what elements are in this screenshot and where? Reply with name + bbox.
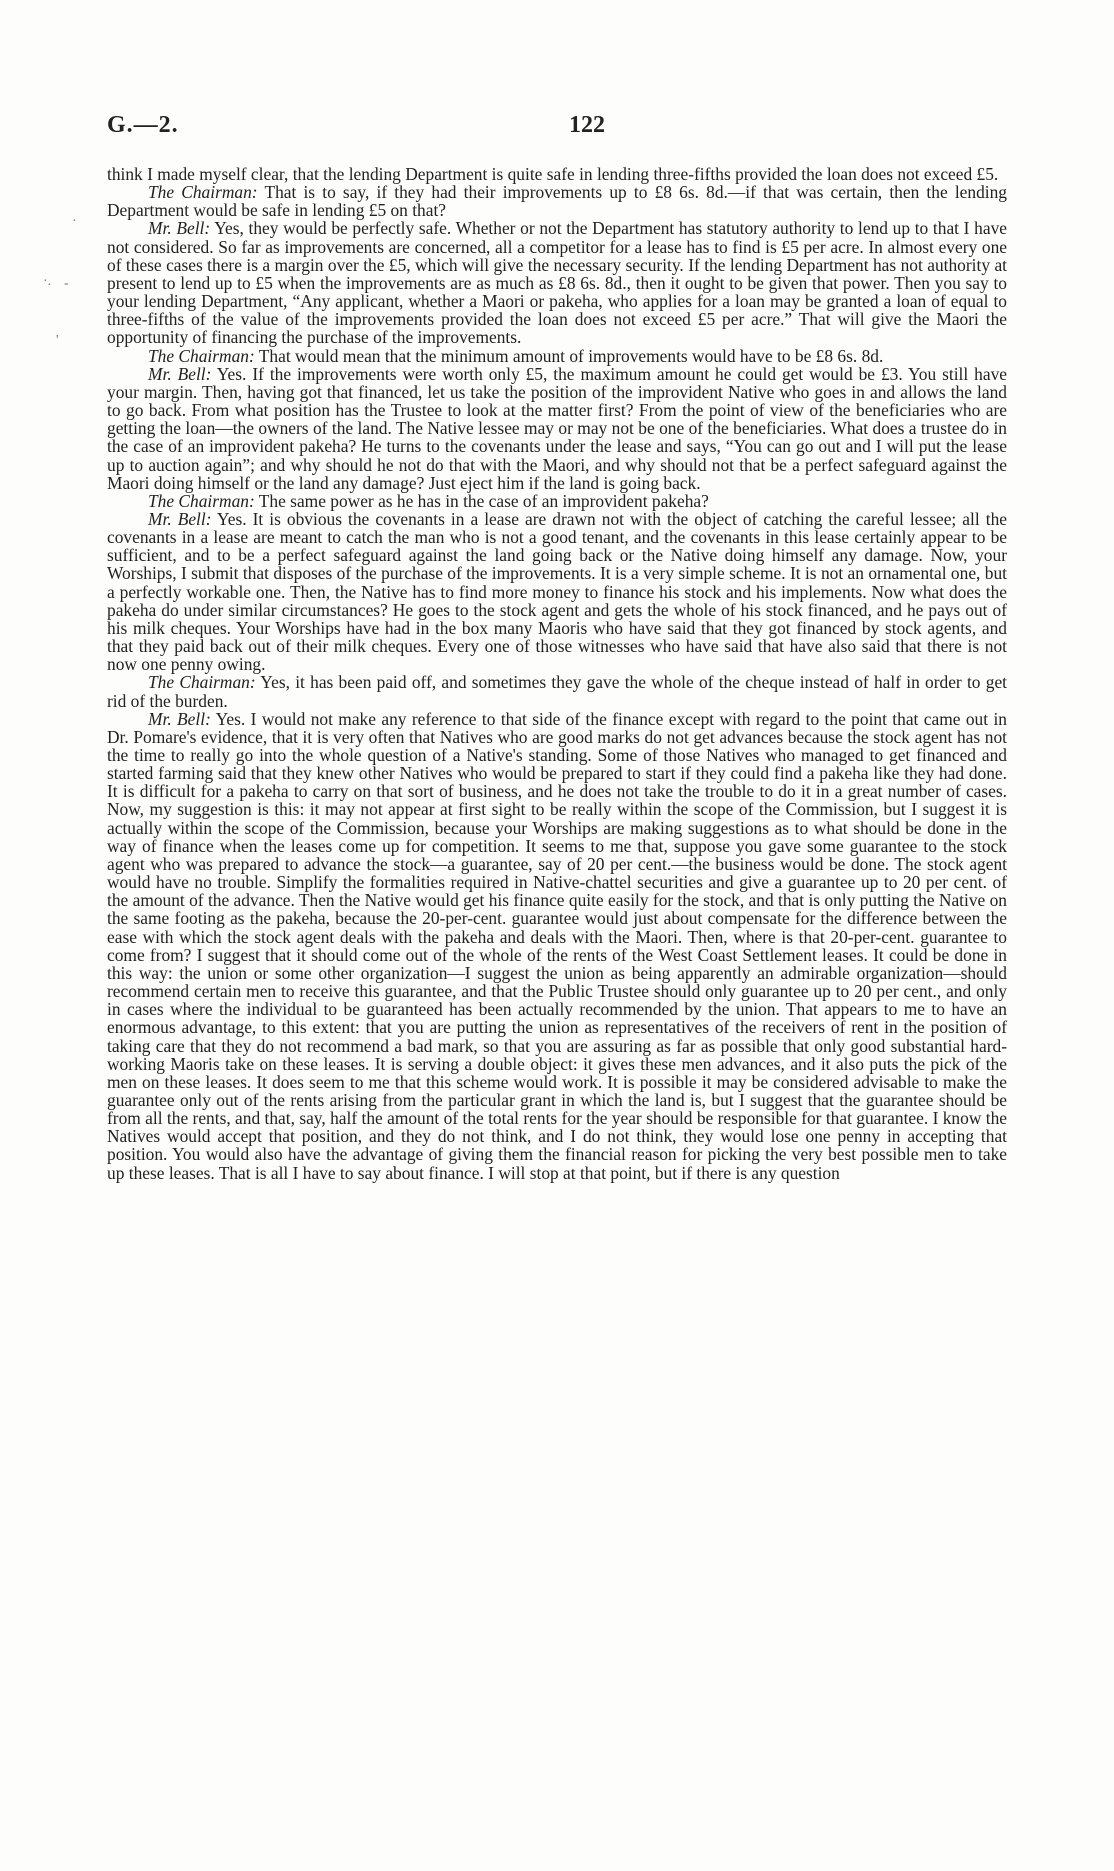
margin-dot: ' — [56, 333, 59, 348]
speaker-label: The Chairman: — [148, 182, 258, 203]
paragraph-text: That is to say, if they had their improvements up to £8 6s. 8d.—if that was certain, then the lending Department would be safe in lending £5 on that? — [107, 182, 1008, 221]
paragraph — [107, 219, 1007, 346]
paragraph-text: That would mean that the minimum amount of improvements would have to be £8 6s. 8d. — [254, 345, 884, 366]
paragraph — [107, 165, 1007, 183]
paragraph — [107, 673, 1007, 709]
paragraph-text: Yes, they would be perfectly safe. Whether or not the Department has statutory authority to lend up to that I have not considered. So far as improvements are concerned, all a competitor for a lease has to find is £5 per acre. In almost every one of these cases there is a margin over the £5, which will give the necessary security. If the lending Department has not authority at present to lend up to £5 when the improvements are as much as £8 6s. 8d., then it ought to be given that power. Then you say to your lending Department, “Any applicant, whether a Maori or pakeha, who applies for a loan may be granted a loan of equal to three-fifths of the value of the improvements provided the loan does not exceed £5 per acre.” That will give the Maori the opportunity of financing the purchase of the improvements. — [107, 218, 1007, 348]
paragraph — [107, 510, 1007, 673]
speaker-label: The Chairman: — [148, 672, 256, 693]
speaker-label: Mr. Bell: — [148, 508, 212, 529]
paragraph — [107, 347, 1007, 365]
paragraph-text: Yes, it has been paid off, and sometimes they gave the whole of the cheque instead of half in order to get rid of the burden. — [107, 672, 1008, 711]
paragraph-text: Yes. It is obvious the covenants in a lease are drawn not with the object of catching the careful lessee; all the covenants in a lease are meant to catch the man who is not a good tenant, and the covenants in this lease certainly appear to be sufficient, and to be a perfect safeguard against the land going back or the Native doing himself any damage. Now, your Worships, I submit that disposes of the purchase of the improvements. It is a very simple scheme. It is not an ornamental one, but a perfectly workable one. Then, the Native has to find more money to finance his stock and his implements. Now what does the pakeha do under similar circumstances? He goes to the stock agent and gets the whole of his stock financed, and he pays out of his milk cheques. Your Worships have had in the box many Maoris who have said that they got financed by stock agents, and that they paid back out of their milk cheques. Every one of those witnesses who have said that have also said that there is not now one penny owing. — [107, 508, 1007, 675]
margin-dot: - — [64, 276, 69, 291]
paragraph — [107, 710, 1007, 1182]
document-body — [107, 165, 1007, 1182]
paragraph — [107, 492, 1007, 510]
page-number: 122 — [569, 112, 605, 138]
speaker-label: The Chairman: — [148, 490, 255, 511]
paragraph — [107, 365, 1007, 492]
page-header — [107, 112, 1007, 152]
paragraph — [107, 183, 1007, 219]
paragraph-text: The same power as he has in the case of an improvident pakeha? — [254, 490, 709, 511]
margin-dot: · — [72, 214, 77, 229]
speaker-label: Mr. Bell: — [148, 708, 211, 729]
paragraph-text: Yes. If the improvements were worth only £5, the maximum amount he could get would be £3. You still have your margin. Then, having got that financed, let us take the position of the improvident Native who goes in and allows the land to go back. From what position has the Trustee to look at the matter first? From the point of view of the beneficiaries who are getting the loan—the owners of the land. The Native lessee may or may not be one of the beneficiaries. What does a trustee do in the case of an improvident pakeha? He turns to the covenants under the lease and says, “You can go out and I will put the lease up to auction again”; and why should he not do that with the Maori, and why should not that be a perfect safeguard against the Maori doing himself or the land any damage? Just eject him if the land is going back. — [107, 363, 1007, 493]
speaker-label: The Chairman: — [148, 345, 255, 366]
speaker-label: Mr. Bell: — [148, 363, 212, 384]
paragraph-text: think I made myself clear, that the lending Department is quite safe in lending three-fifths provided the loan does not exceed £5. — [107, 164, 999, 184]
speaker-label: Mr. Bell: — [148, 218, 211, 239]
margin-dot: ·. — [43, 274, 52, 289]
paragraph-text: Yes. I would not make any reference to that side of the finance except with regard to the point that came out in Dr. Pomare's evidence, that it is very often that Natives who are good marks do not get advances because the stock agent has not the time to really go into the whole question of a Native's standing. Some of those Natives who managed to get financed and started farming said that they knew other Natives who would be prepared to start if they could find a pakeha like they had done. It is difficult for a pakeha to carry on that sort of business, and he does not take the trouble to do it in a great number of cases. Now, my suggestion is this: it may not appear at first sight to be really within the scope of the Commission, but I suggest it is actually within the scope of the Commission, because your Worships are making suggestions as to what should be done in the way of finance when the leases come up for competition. It seems to me that, suppose you gave some guarantee to the stock agent who was prepared to advance the stock—a guarantee, say of 20 per cent.—the business would be done. The stock agent would have no trouble. Simplify the formalities required in Native-chattel securities and give a guarantee up to 20 per cent. of the amount of the advance. Then the Native would get his finance quite easily for the stock, and that is only putting the Native on the same footing as the pakeha, because the 20-per-cent. guarantee would just about compensate for the difference between the ease with which the stock agent deals with the pakeha and deals with the Maori. Then, where is that 20-per-cent. guarantee to come from? I suggest that it should come out of the whole of the rents of the West Coast Settlement leases. It could be done in this way: the union or some other organization—I suggest the union as being apparently an admirable organization—should recommend certain men to receive this guarantee, and that the Public Trustee should only guarantee up to 20 per cent., and only in cases where the individual to be guaranteed has been actually recommended by the union. That appears to me to have an enormous advantage, to this extent: that you are putting the union as representatives of the receivers of rent in the position of taking care that they do not recommend a bad mark, so that you are assuring as far as possible that only good substantial hard-working Maoris take on these leases. It is serving a double object: it gives these men advances, and it also puts the pick of the men on these leases. It does seem to me that this scheme would work. It is possible it may be considered advisable to make the guarantee only out of the rents arising from the particular grant in which the land is, but I suggest that the guarantee should be from all the rents, and that, say, half the amount of the total rents for the year should be responsible for that guarantee. I know the Natives would accept that position, and they do not think, and I do not think, they would lose one penny in accepting that position. You would also have the advantage of giving them the financial reason for picking the very best possible men to take up these leases. That is all I have to say about finance. I will stop at that point, but if there is any question — [107, 708, 1007, 1183]
document-reference: G.—2. — [107, 112, 179, 138]
